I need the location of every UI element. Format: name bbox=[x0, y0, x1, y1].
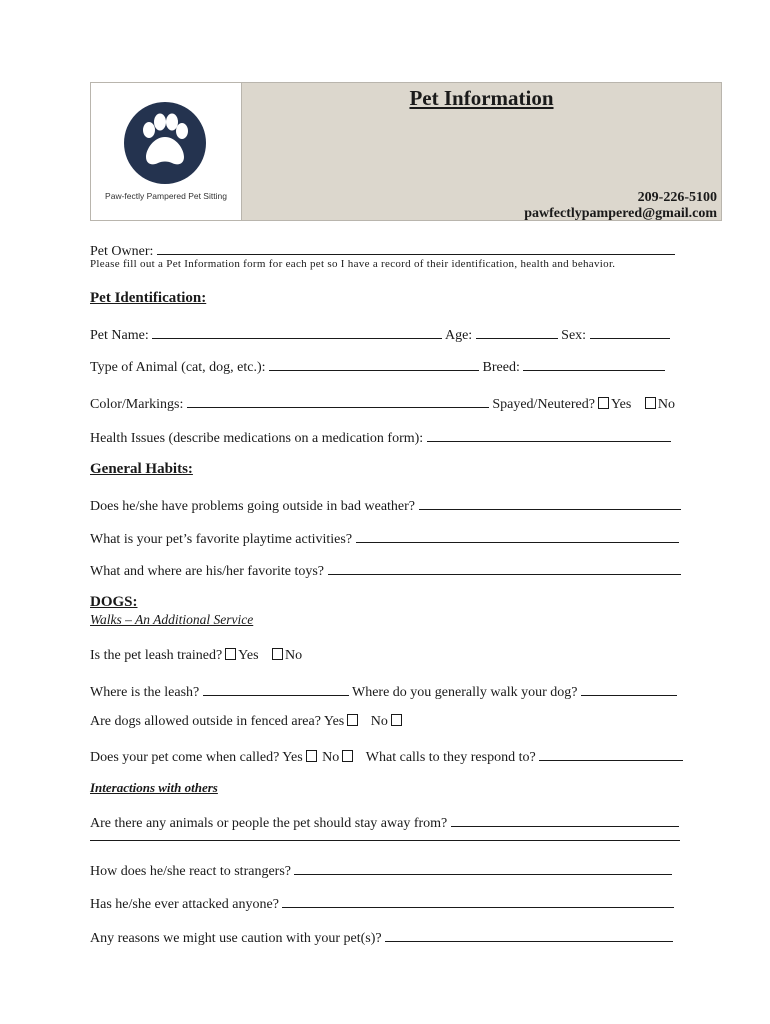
paw-icon bbox=[124, 102, 206, 184]
walks-subheading: Walks – An Additional Service bbox=[90, 612, 254, 627]
leash-question: Is the pet leash trained? bbox=[90, 648, 223, 663]
spayed-yes-checkbox[interactable] bbox=[598, 397, 609, 409]
breed-label: Breed: bbox=[482, 360, 520, 375]
pet-name-row bbox=[90, 325, 670, 344]
stay-away-question: Are there any animals or people the pet should stay away from? bbox=[90, 816, 448, 831]
interactions-q2-row bbox=[90, 861, 672, 880]
come-question: Does your pet come when called? Yes bbox=[90, 750, 303, 765]
come-yes-checkbox[interactable] bbox=[306, 750, 317, 762]
weather-question: Does he/she have problems going outside in bad weather? bbox=[90, 499, 416, 514]
breed-field[interactable] bbox=[523, 357, 665, 371]
phone-number: 209-226-5100 bbox=[637, 190, 717, 205]
leash-yes-checkbox[interactable] bbox=[225, 648, 236, 660]
spayed-yes-label: Yes bbox=[610, 397, 632, 412]
leash-where-field[interactable] bbox=[203, 682, 349, 696]
spayed-no-label: No bbox=[657, 397, 675, 412]
walk-where-label: Where do you generally walk your dog? bbox=[351, 685, 578, 700]
leash-where-label: Where is the leash? bbox=[90, 685, 200, 700]
age-label: Age: bbox=[444, 328, 473, 343]
page-title: Pet Information bbox=[409, 86, 554, 110]
toys-field[interactable] bbox=[328, 561, 681, 575]
toys-question: What and where are his/her favorite toys? bbox=[90, 564, 325, 579]
habits-q1-row bbox=[90, 496, 681, 515]
fenced-yes-checkbox[interactable] bbox=[347, 714, 358, 726]
health-row bbox=[90, 428, 671, 447]
color-field[interactable] bbox=[187, 394, 489, 408]
color-label: Color/Markings: bbox=[90, 397, 184, 412]
leash-row bbox=[90, 648, 302, 664]
strangers-question: How does he/she react to strangers? bbox=[90, 864, 291, 879]
attacked-field[interactable] bbox=[282, 894, 674, 908]
calls-question: What calls to they respond to? bbox=[365, 750, 536, 765]
interactions-q4-row bbox=[90, 928, 673, 947]
dogs-heading: DOGS: bbox=[90, 594, 138, 610]
playtime-field[interactable] bbox=[356, 529, 679, 543]
strangers-field[interactable] bbox=[294, 861, 672, 875]
health-label: Health Issues (describe medications on a medication form): bbox=[90, 431, 424, 446]
interactions-heading: Interactions with others bbox=[90, 780, 218, 795]
stay-away-field[interactable] bbox=[451, 813, 679, 827]
identification-heading: Pet Identification: bbox=[90, 290, 207, 306]
spayed-no-checkbox[interactable] bbox=[645, 397, 656, 409]
calls-field[interactable] bbox=[539, 747, 683, 761]
fenced-row bbox=[90, 714, 404, 730]
fenced-no-label: No bbox=[370, 714, 388, 729]
animal-type-label: Type of Animal (cat, dog, etc.): bbox=[90, 360, 266, 375]
animal-type-row bbox=[90, 357, 665, 376]
come-no-label: No bbox=[322, 750, 340, 765]
come-row bbox=[90, 747, 683, 766]
habits-heading: General Habits: bbox=[90, 461, 193, 477]
health-field[interactable] bbox=[427, 428, 671, 442]
leash-where-row bbox=[90, 682, 677, 701]
interactions-q1-row bbox=[90, 813, 679, 832]
leash-no-checkbox[interactable] bbox=[272, 648, 283, 660]
attacked-question: Has he/she ever attacked anyone? bbox=[90, 897, 279, 912]
color-row bbox=[90, 394, 675, 413]
stay-away-field-line2[interactable] bbox=[90, 840, 680, 841]
spayed-label: Spayed/Neutered? bbox=[492, 397, 595, 412]
habits-q2-row bbox=[90, 529, 679, 548]
title-panel bbox=[242, 83, 721, 220]
pet-name-field[interactable] bbox=[152, 325, 442, 339]
caution-question: Any reasons we might use caution with your pet(s)? bbox=[90, 931, 382, 946]
walk-where-field[interactable] bbox=[581, 682, 677, 696]
sex-field[interactable] bbox=[590, 325, 670, 339]
email-address: pawfectlypampered@gmail.com bbox=[524, 206, 717, 221]
animal-type-field[interactable] bbox=[269, 357, 479, 371]
pet-name-label: Pet Name: bbox=[90, 328, 149, 343]
business-name: Paw-fectly Pampered Pet Sitting bbox=[105, 191, 227, 201]
habits-q3-row bbox=[90, 561, 681, 580]
leash-no-label: No bbox=[285, 648, 303, 663]
fenced-no-checkbox[interactable] bbox=[391, 714, 402, 726]
age-field[interactable] bbox=[476, 325, 558, 339]
playtime-question: What is your pet’s favorite playtime activities? bbox=[90, 532, 353, 547]
weather-field[interactable] bbox=[419, 496, 681, 510]
caution-field[interactable] bbox=[385, 928, 673, 942]
header-banner bbox=[90, 82, 722, 221]
sex-label: Sex: bbox=[561, 328, 587, 343]
logo bbox=[91, 83, 242, 220]
come-no-checkbox[interactable] bbox=[342, 750, 353, 762]
interactions-q3-row bbox=[90, 894, 674, 913]
pet-owner-field[interactable] bbox=[157, 241, 675, 255]
logo-circle bbox=[124, 102, 206, 184]
instructions-note: Please fill out a Pet Information form for each pet so I have a record of their identification, health and behavior. bbox=[90, 258, 616, 270]
leash-yes-label: Yes bbox=[238, 648, 259, 663]
pet-owner-label: Pet Owner: bbox=[90, 244, 154, 259]
fenced-question: Are dogs allowed outside in fenced area? Yes bbox=[90, 714, 345, 729]
